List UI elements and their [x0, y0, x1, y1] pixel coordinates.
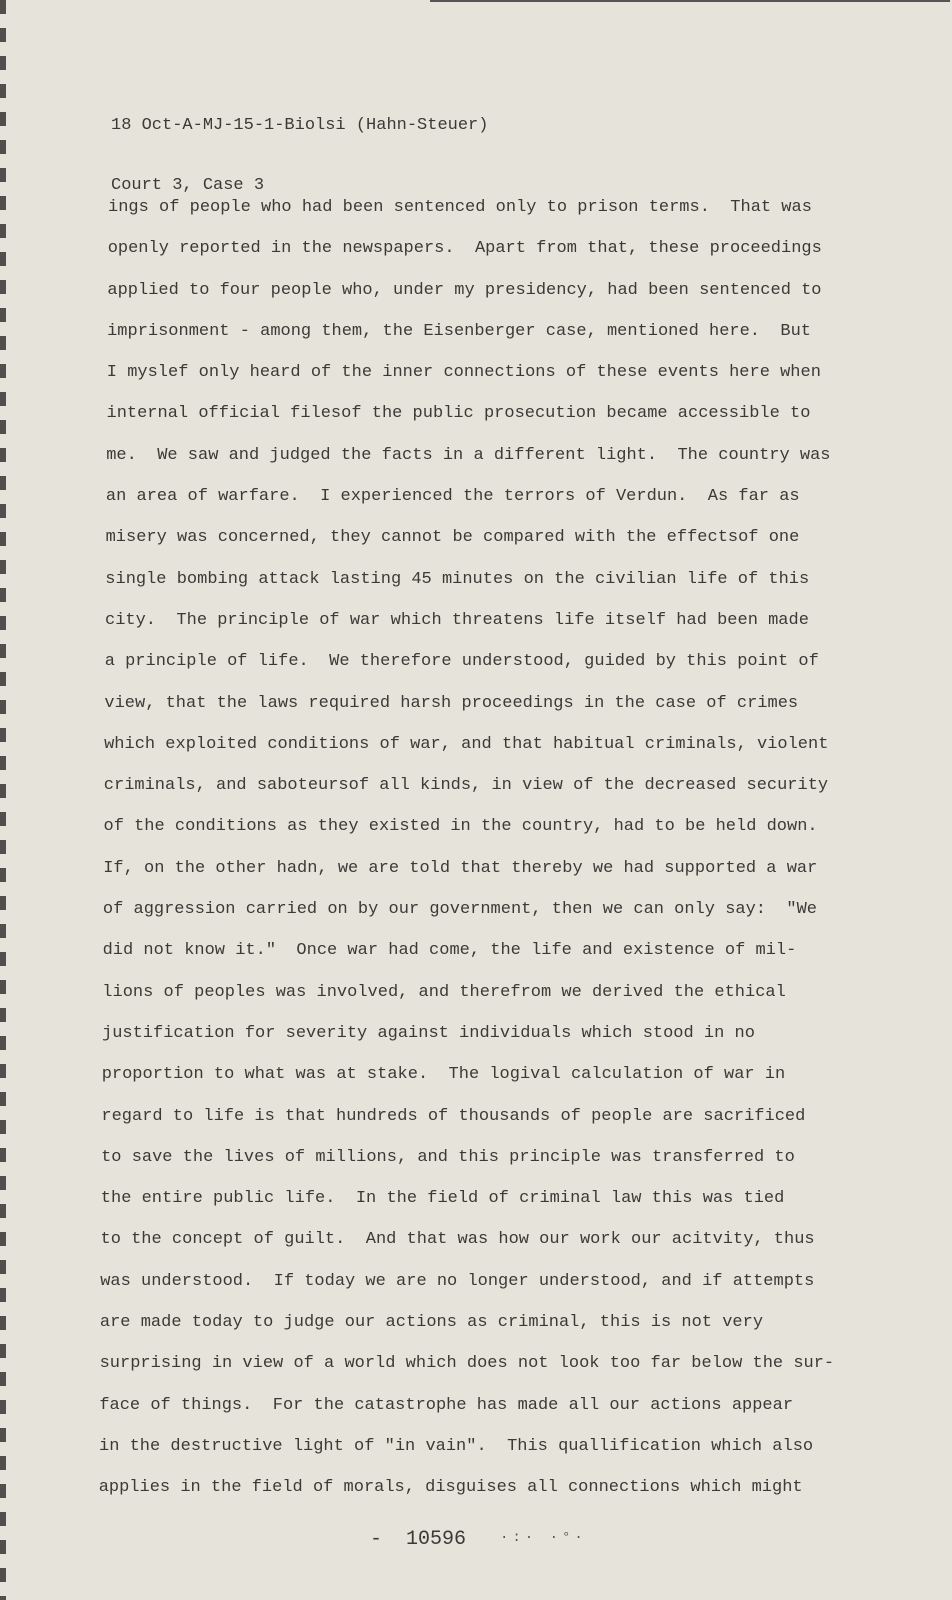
text-line: a principle of life. We therefore understood, guided by this point of	[104, 652, 819, 672]
text-line: lions of peoples was involved, and therefrom we derived the ethical	[102, 982, 786, 1002]
text-line: single bombing attack lasting 45 minutes on the civilian life of this	[105, 569, 810, 589]
text-line: internal official filesof the public prosecution became accessible to	[106, 404, 811, 424]
text-line: did not know it." Once war had come, the life and existence of mil-	[102, 941, 797, 961]
stamp-marks: ·:· ·°·	[500, 1530, 587, 1546]
scan-top-edge	[430, 0, 950, 2]
text-line: city. The principle of war which threatens life itself had been made	[105, 610, 809, 630]
page-number: - 10596	[370, 1528, 467, 1551]
text-line: to save the lives of millions, and this principle was transferred to	[101, 1147, 795, 1167]
text-line: applies in the field of morals, disguises all connections which might	[98, 1478, 803, 1498]
text-line: criminals, and saboteursof all kinds, in view of the decreased security	[103, 776, 829, 796]
text-line: me. We saw and judged the facts in a different light. The country was	[106, 445, 831, 465]
text-line: proportion to what was at stake. The logival calculation of war in	[101, 1065, 786, 1085]
text-line: was understood. If today we are no longer understood, and if attempts	[100, 1271, 815, 1291]
scan-edge-holes	[0, 0, 6, 1600]
header-reference: 18 Oct-A-MJ-15-1-Biolsi (Hahn-Steuer)	[111, 116, 489, 135]
document-header	[111, 76, 488, 216]
text-line: in the destructive light of "in vain". This quallification which also	[99, 1436, 814, 1456]
text-line: which exploited conditions of war, and that habitual criminals, violent	[104, 734, 829, 754]
text-line: I myslef only heard of the inner connections of these events here when	[106, 363, 821, 383]
text-line: of aggression carried on by our government, then we can only say: "We	[102, 900, 818, 920]
text-line: justification for severity against individuals which stood in no	[102, 1023, 755, 1043]
text-line: If, on the other hadn, we are told that thereby we had supported a war	[103, 858, 818, 878]
text-line: imprisonment - among them, the Eisenberger case, mentioned here. But	[107, 321, 812, 341]
text-line: are made today to judge our actions as criminal, this is not very	[99, 1313, 764, 1333]
text-line: regard to life is that hundreds of thousands of people are sacrificed	[101, 1106, 806, 1126]
text-line: to the concept of guilt. And that was how our work our acitvity, thus	[100, 1230, 815, 1250]
document-body	[100, 196, 834, 1518]
text-line: of the conditions as they existed in the country, had to be held down.	[103, 817, 818, 837]
text-line: misery was concerned, they cannot be compared with the effectsof one	[105, 528, 800, 548]
text-line: openly reported in the newspapers. Apart from that, these proceedings	[107, 239, 822, 259]
text-line: face of things. For the catastrophe has made all our actions appear	[99, 1395, 794, 1415]
text-line: ings of people who had been sentenced only to prison terms. That was	[108, 198, 812, 217]
text-line: surprising in view of a world which does not look too far below the sur-	[99, 1354, 835, 1374]
text-line: the entire public life. In the field of criminal law this was tied	[100, 1189, 785, 1209]
text-line: applied to four people who, under my presidency, had been sentenced to	[107, 280, 822, 300]
text-line: an area of warfare. I experienced the terrors of Verdun. As far as	[105, 487, 800, 507]
header-court-case: Court 3, Case 3	[111, 176, 265, 195]
text-line: view, that the laws required harsh proceedings in the case of crimes	[104, 693, 799, 713]
